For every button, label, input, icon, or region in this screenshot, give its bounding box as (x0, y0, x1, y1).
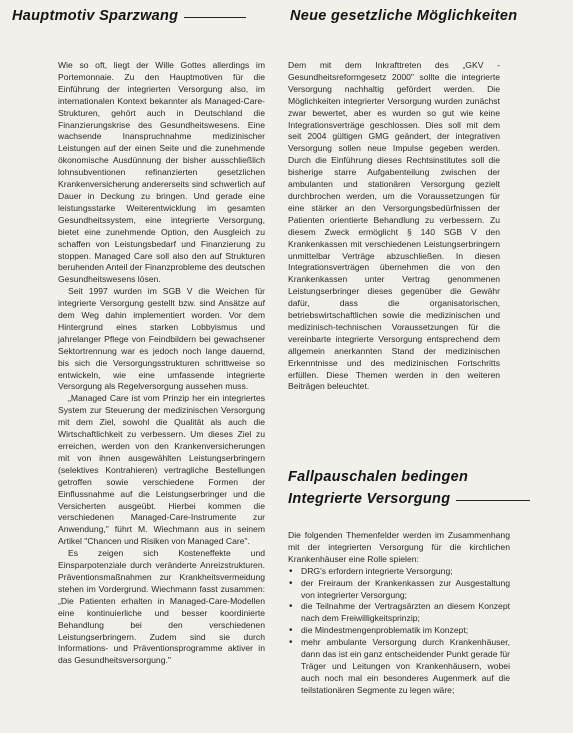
list-item: • die Teilnahme der Vertragsärzten an diesem Konzept nach dem Freiwilligkeitsprinzip; (288, 601, 510, 625)
list-item: • die Mindestmengenproblematik im Konzept; (288, 625, 510, 637)
right-paragraph-1: Dem mit dem Inkrafttreten des „GKV - Gesundheitsreformgesetz 2000" sollte die integrierte Versorgung nachhaltig gefördert werden. Die Möglichkeiten integrierter Versorgung wurden zunächst zwar bewertet, aber es wurden so gut wie keine Integrationsverträge geschlossen. Dies soll mit dem seit 2004 gültigen GMG geändert, der integrativen Versorgung sollen neue Impulse gegeben werden. Durch die Einführung dieses Rechtsinstitutes soll die bisherige starre Aufgabenteilung zwischen der ambulanten und stationären Versorgung gezielt durchbrochen werden, um die Voraussetzungen für eine stärker an den Versorgungsbedürfnissen der Patienten orientierte Behandlung zu verbessern. Zu diesem Zweck ermöglicht § 140 SGB V den Krankenkassen mit verschiedenen Leistungserbringern unmittelbar Verträge abzuschließen. In diesen Integrationsverträgen übernehmen die von den Krankenkassen unter Vertrag genommenen Leistungserbringer dieses gegenüber die Gewähr dafür, dass die organisatorischen, betriebswirtschaftlichen sowie die medizinischen und medizinisch-technischen Voraussetzungen für die vereinbarte integrierte Versorgung entsprechend dem allgemein anerkannten Stand der medizinischen Erkenntnisse und des medizinischen Fortschritts erfüllen. Diese Themen werden in den weiteren Beiträgen beleuchtet. (288, 60, 500, 392)
left-paragraph-2: Seit 1997 wurden im SGB V die Weichen für integrierte Versorgung gestellt bzw. sind Ansätze auf dem Weg dahin implementiert worden. Vor dem Hintergrund eines starken Lobbyismus und jahrelanger Pflege von Feindbildern bei gewachsener Sektortrennung war es jedoch noch lange dauernd, bis sich die Versorgungsstrukturen schrittweise so entwickeln, wie eine umfassende integrierte Versorgung als Regelversorgung aussehen muss. (58, 286, 265, 392)
left-paragraph-1: Wie so oft, liegt der Wille Gottes allerdings im Portemonnaie. Zu den Hauptmotiven für die Einführung der integrierten Versorgung also, im internationalen Kontext bekannter als Managed-Care-Strukturen, gehört auch in Deutschland die Finanzierungskrise des Gesundheitswesens. Eine wachsende Inanspruchnahme medizinischer Leistungen auf der einen Seite und die zunehmende ökonomische Ausdünnung der bisher ausschließlich lohnsubventionen refinanzierten gesetzlichen Krankenversicherung andererseits sind schwerlich auf Dauer in Deckung zu bringen. Und gerade eine leistungsstarke Weiterentwicklung im gesamten Gesundheitssystem, eine integrierte Versorgung, bietet eine zunehmende Option, den Ausgleich zu schaffen von Leistungsbedarf und Finanzierung zu stoppen. Managed Care soll also den auf Strukturen beruhenden Anteil der Finanzprobleme des deutschen Gesundheitswesens lösen. (58, 60, 265, 285)
left-column (58, 60, 265, 667)
right-heading-2-line-1: Fallpauschalen bedingen (288, 469, 469, 485)
right-intro: Die folgenden Themenfelder werden im Zusammenhang mit der integrierten Versorgung für die kirchlichen Krankenhäuser eine Rolle spielen: (288, 530, 510, 564)
right-heading-2 (288, 466, 530, 510)
right-column-top (288, 60, 500, 393)
left-paragraph-4: Es zeigen sich Kosteneffekte und Einsparpotenziale durch veränderte Anreizstrukturen. Präventionsmaßnahmen zur Krankheitsvermeidung stehen im Vordergrund. Wiechmann fasst zusammen: „Die Patienten erhalten in Managed-Care-Modellen eine kontinuierliche und besser koordinierte Behandlung bei den verschiedenen Leistungserbringern. Zudem sind sie durch Informations- und Präventionsprogramme aktiver in das Gesundheitsversorgung." (58, 548, 265, 666)
right-heading-2-line-2-wrap (288, 488, 530, 510)
heading-2-rule (456, 500, 530, 501)
left-heading (12, 8, 246, 24)
list-item: • DRG's erfordern integrierte Versorgung; (288, 566, 510, 578)
right-column-bottom (288, 530, 510, 697)
right-heading (290, 8, 517, 24)
left-paragraph-3: „Managed Care ist vom Prinzip her ein integriertes System zur Steuerung der medizinischen Versorgung mit dem Ziel, sowohl die Qualität als auch die Wirtschaftlichkeit zu verbessern. Um dieses Ziel zu erreichen, werden von den Krankenversicherungen mit von ihnen ausgewählten Leistungserbringern (selektives Kontrahieren) vertragliche Bestellungen getroffen sowie verschiedene Formen der Einflussnahme auf die Leistungserbringer und die Versicherten ausgeübt. Hierbei kommen die verschiedenen Managed-Care-Instrumente zur Anwendung," führt M. Wiechmann aus in seinem Artikel "Chancen und Risiken von Managed Care". (58, 393, 265, 547)
right-heading-text: Neue gesetzliche Möglichkeiten (290, 8, 518, 24)
list-item: • der Freiraum der Krankenkassen zur Ausgestaltung von integrierter Versorgung; (288, 578, 510, 602)
list-item: • mehr ambulante Versorgung durch Krankenhäuser, dann das ist ein ganz entscheidender Punkt gerade für Träger und Leitungen von Krankenhäusern, wobei auch noch mal ein besonderes Augenmerk auf die teilstationären Segmente zu legen wäre; (288, 637, 510, 697)
right-bullet-list (288, 566, 510, 697)
right-heading-2-line-2: Integrierte Versorgung (288, 491, 451, 507)
left-heading-text: Hauptmotiv Sparzwang (12, 8, 179, 24)
heading-rule (184, 17, 246, 18)
